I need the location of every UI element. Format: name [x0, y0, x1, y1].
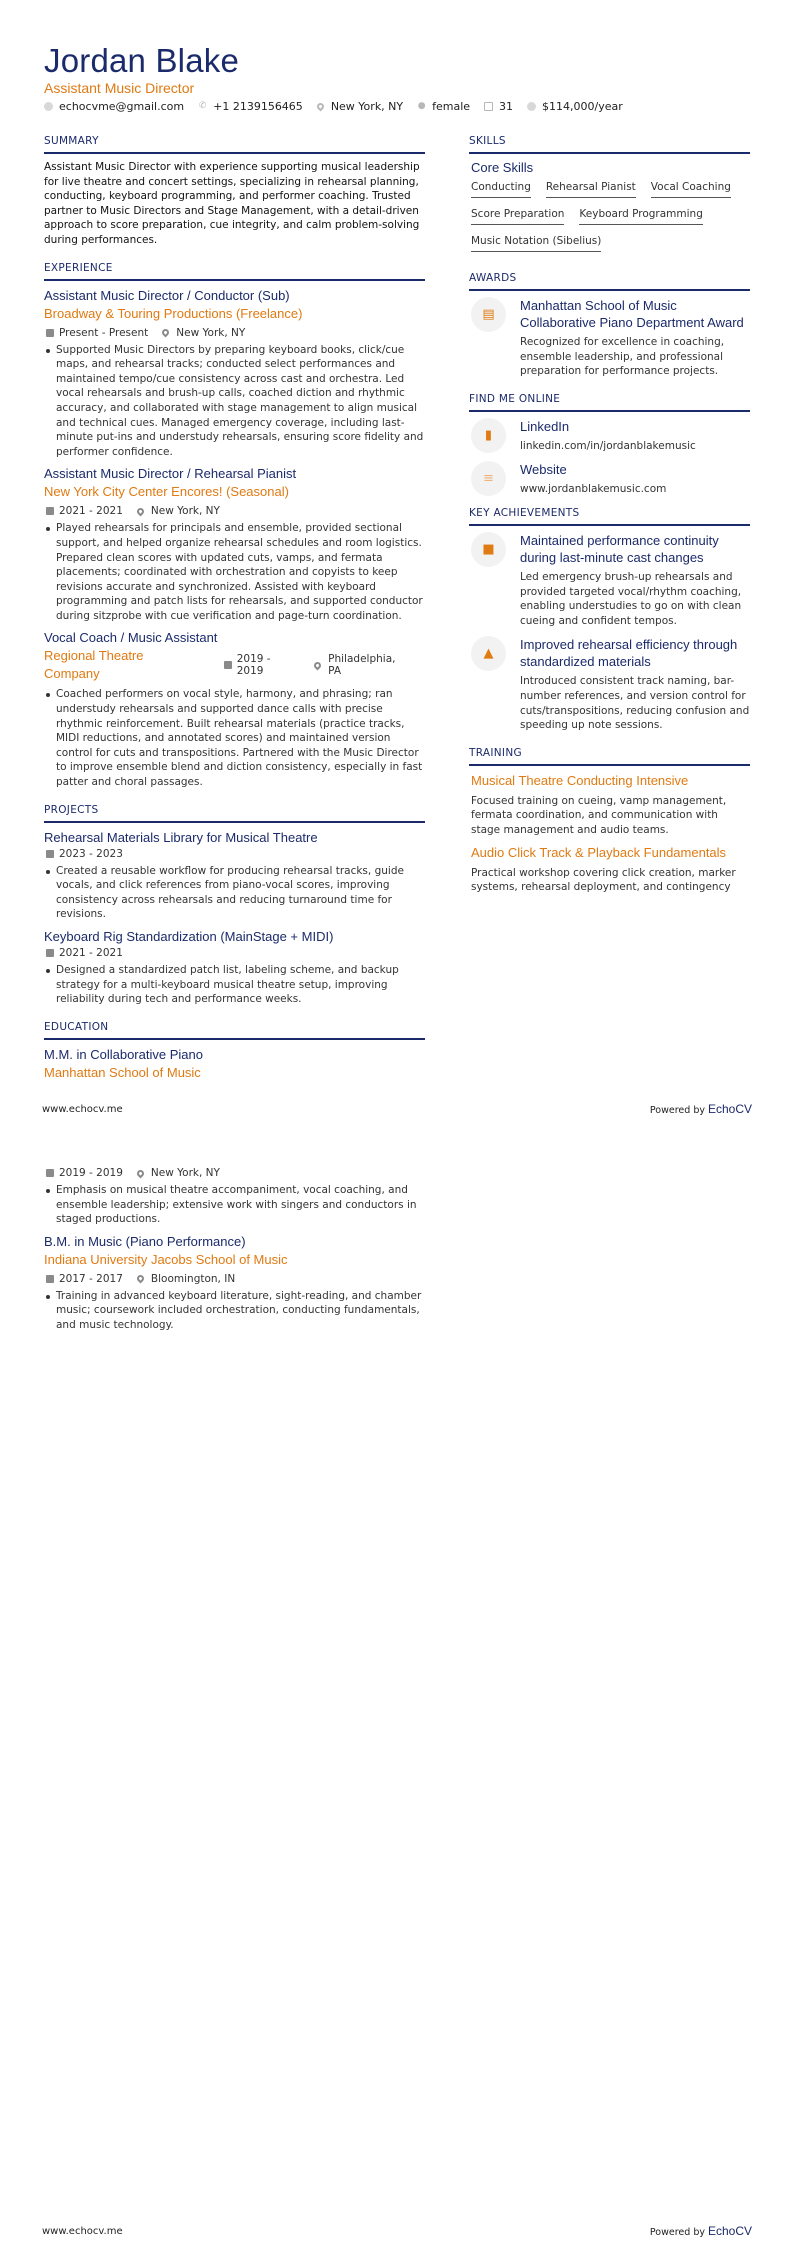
training-desc: Focused training on cueing, vamp management, fermata coordination, and communication with stage management and audio teams. — [471, 794, 727, 836]
left-column — [44, 135, 425, 1092]
calendar-icon — [46, 1275, 54, 1283]
skill-tag: Music Notation (Sibelius) — [471, 235, 601, 252]
achievements-heading: KEY ACHIEVEMENTS — [469, 507, 750, 526]
awards-heading: AWARDS — [469, 272, 750, 291]
footer-url[interactable]: www.echocv.me — [42, 1104, 123, 1115]
experience-title: Assistant Music Director / Conductor (Sub) — [44, 287, 290, 303]
online-item-linkedin[interactable] — [469, 418, 750, 454]
achievement-item — [469, 636, 750, 732]
experience-item — [44, 465, 425, 623]
training-section — [469, 747, 750, 895]
skills-list — [471, 181, 750, 262]
project-meta — [46, 848, 425, 860]
calendar-icon — [46, 850, 54, 858]
experience-company: Regional Theatre Company — [44, 648, 144, 682]
contact-phone[interactable] — [198, 100, 303, 113]
education-bullet: Training in advanced keyboard literature, sight-reading, and chamber music; coursework included orchestration, conducting fundamentals, and music technology. — [44, 1289, 425, 1333]
experience-location: New York, NY — [150, 505, 220, 518]
award-title: Manhattan School of Music Collaborative Piano Department Award — [520, 298, 744, 330]
calendar-icon — [484, 102, 493, 111]
education-location: Bloomington, IN — [150, 1272, 236, 1285]
experience-meta — [46, 505, 425, 517]
education-meta — [46, 1273, 425, 1285]
footer-url[interactable]: www.echocv.me — [42, 2226, 123, 2237]
project-title: Rehearsal Materials Library for Musical Theatre — [44, 829, 318, 845]
experience-item — [44, 629, 425, 789]
experience-dates: 2021 - 2021 — [59, 505, 123, 518]
website-icon: ≡ — [471, 461, 506, 496]
calendar-icon — [224, 661, 232, 669]
contact-age — [484, 100, 513, 113]
projects-heading: PROJECTS — [44, 804, 425, 823]
achievement-desc: Led emergency brush-up rehearsals and provided targeted vocal/rhythm coaching, enabling understudies to go on with clean cueing and confident tempos. — [520, 570, 742, 627]
experience-heading: EXPERIENCE — [44, 262, 425, 281]
experience-dates: Present - Present — [59, 326, 149, 339]
education-heading: EDUCATION — [44, 1021, 425, 1040]
skill-tag: Conducting — [471, 181, 531, 198]
contact-bar — [44, 100, 637, 113]
right-column — [469, 135, 750, 905]
contact-age-text: 31 — [499, 100, 514, 113]
achievement-title: Improved rehearsal efficiency through standardized materials — [520, 637, 738, 670]
location-pin-icon — [315, 102, 325, 112]
online-value[interactable]: www.jordanblakemusic.com — [520, 483, 667, 496]
experience-company: Broadway & Touring Productions (Freelance) — [44, 305, 303, 321]
education-section — [44, 1021, 425, 1082]
online-value[interactable]: linkedin.com/in/jordanblakemusic — [520, 439, 696, 452]
projects-section — [44, 804, 425, 1007]
education-meta — [46, 1167, 425, 1179]
education-bullet: Emphasis on musical theatre accompaniment, vocal coaching, and ensemble leadership; extensive work with singers and conductors in staged productions. — [44, 1183, 425, 1227]
footer-powered-text: Powered by — [649, 2227, 705, 2238]
calendar-icon — [46, 507, 54, 515]
resume-page-2 — [0, 1123, 794, 2246]
experience-title: Assistant Music Director / Rehearsal Pianist — [44, 466, 297, 482]
education-item — [44, 1233, 425, 1333]
summary-heading: SUMMARY — [44, 135, 425, 154]
project-bullet: Designed a standardized patch list, labeling scheme, and backup strategy for a multi-keyboard musical theatre setup, improving reliability during tech and performance weeks. — [44, 963, 425, 1007]
award-item — [469, 297, 750, 379]
experience-section — [44, 262, 425, 790]
experience-bullet: Played rehearsals for principals and ensemble, provided sectional support, and helped organize rehearsal schedules and room logistics. Prepared clean scores with updated cuts, vamps, and fermata placements; coordinated with orchestration and copyists to keep revisions accurate and synchronized. Assisted with keyboard programming and patch lists for rehearsals, and supported conductor during sitzprobe with cue verification and page-turn coordination. — [44, 521, 425, 623]
location-pin-icon — [135, 1168, 145, 1178]
online-section — [469, 393, 750, 497]
contact-phone-text: +1 2139156465 — [213, 100, 303, 113]
phone-icon: ✆ — [198, 101, 207, 111]
experience-location: Philadelphia, PA — [328, 653, 396, 678]
location-pin-icon — [135, 1274, 145, 1284]
education-school: Manhattan School of Music — [44, 1064, 201, 1080]
contact-gender — [417, 100, 470, 113]
education-dates: 2019 - 2019 — [59, 1167, 123, 1179]
footer-powered — [650, 1102, 752, 1116]
training-title: Audio Click Track & Playback Fundamentals — [471, 844, 727, 860]
project-bullet: Created a reusable workflow for producing rehearsal tracks, guide vocals, and click references from piano-vocal scores, improving consistency across rehearsals and reducing turnaround time for revisions. — [44, 864, 425, 922]
location-pin-icon — [135, 506, 145, 516]
contact-salary-text: $114,000/year — [542, 100, 623, 113]
education-school: Indiana University Jacobs School of Music — [44, 1251, 288, 1267]
education-dates: 2017 - 2017 — [59, 1272, 123, 1285]
calendar-icon — [46, 949, 54, 957]
left-column — [44, 1163, 425, 1333]
footer-powered-text: Powered by — [649, 1105, 705, 1116]
speech-bubble-icon: ■ — [471, 532, 506, 567]
achievements-section — [469, 507, 750, 733]
summary-section — [44, 135, 425, 248]
email-icon — [44, 102, 53, 111]
project-meta — [46, 947, 425, 959]
experience-bullet: Supported Music Directors by preparing keyboard books, click/cue maps, and rehearsal tracks; conducted select performances and maintained tempo/cue consistency across cast and orchestra. Led vocal rehearsals and brush-up calls, coached diction and rhythmic accuracy, and collaborated with stage management to align musical and technical cues. Managed emergency coverage, including last-minute put-ins and understudy rehearsals, ensuring score fidelity and performer confidence. — [44, 343, 425, 460]
location-pin-icon — [313, 661, 323, 671]
contact-gender-text: female — [432, 100, 471, 113]
training-heading: TRAINING — [469, 747, 750, 766]
linkedin-icon: ▮ — [471, 418, 506, 453]
achievement-desc: Introduced consistent track naming, bar-number references, and version control for cuts/transpositions, reducing confusion and speeding up note sessions. — [520, 675, 750, 732]
education-degree: M.M. in Collaborative Piano — [44, 1046, 203, 1062]
education-location: New York, NY — [150, 1167, 220, 1179]
experience-meta — [224, 653, 425, 677]
skills-heading: SKILLS — [469, 135, 750, 154]
money-icon — [527, 102, 536, 111]
footer-powered — [650, 2224, 752, 2238]
flask-icon: ▲ — [471, 636, 506, 671]
experience-sub-row — [44, 647, 425, 683]
summary-text: Assistant Music Director with experience supporting musical leadership for live theatre and concert settings, specializing in rehearsal planning, conducting, keyboard programming, and performer coaching. Trusted partner to Music Directors and Stage Management, with a detail-driven approach to score preparation, cue integrity, and calm problem-solving during performances. — [44, 161, 420, 246]
online-heading: FIND ME ONLINE — [469, 393, 750, 412]
skill-tag: Rehearsal Pianist — [546, 181, 636, 198]
skill-tag: Vocal Coaching — [651, 181, 731, 198]
skills-section — [469, 135, 750, 262]
experience-dates: 2019 - 2019 — [236, 653, 271, 678]
footer-brand[interactable]: EchoCV — [707, 1102, 752, 1116]
education-item — [44, 1167, 425, 1227]
training-title: Musical Theatre Conducting Intensive — [471, 772, 689, 788]
online-label: Website — [520, 462, 567, 478]
experience-location: New York, NY — [176, 326, 246, 339]
project-dates: 2023 - 2023 — [59, 847, 123, 860]
experience-company: New York City Center Encores! (Seasonal) — [44, 484, 289, 500]
experience-meta — [46, 327, 425, 339]
experience-item — [44, 287, 425, 460]
person-icon: ● — [417, 101, 426, 111]
achievement-item — [469, 532, 750, 628]
contact-email-text: echocvme@gmail.com — [59, 100, 185, 113]
calendar-icon — [46, 1169, 54, 1177]
experience-title: Vocal Coach / Music Assistant — [44, 630, 218, 646]
candidate-name: Jordan Blake — [44, 42, 240, 79]
project-item — [44, 829, 425, 922]
footer-brand[interactable]: EchoCV — [707, 2224, 752, 2238]
skills-group-title: Core Skills — [471, 160, 534, 175]
trophy-icon: ▤ — [471, 297, 506, 332]
contact-salary — [527, 100, 623, 113]
education-degree: B.M. in Music (Piano Performance) — [44, 1233, 246, 1249]
awards-section — [469, 272, 750, 379]
location-pin-icon — [161, 328, 171, 338]
contact-email[interactable] — [44, 100, 184, 113]
experience-bullet: Coached performers on vocal style, harmony, and phrasing; ran understudy rehearsals and supported dance calls with precise rhythmic reinforcement. Built rehearsal materials (practice tracks, MIDI reductions, and annotated scores) and maintained version control for cuts and transpositions. Partnered with the Music Director to improve ensemble blend and diction consistency, especially in fast patter and choral passages. — [44, 687, 425, 789]
skill-tag: Score Preparation — [471, 208, 564, 225]
online-label: LinkedIn — [520, 418, 570, 434]
candidate-title: Assistant Music Director — [44, 80, 195, 96]
project-item — [44, 928, 425, 1007]
online-item-website[interactable] — [469, 461, 750, 497]
contact-location-text: New York, NY — [330, 100, 404, 113]
contact-location — [317, 100, 403, 113]
project-title: Keyboard Rig Standardization (MainStage + MIDI) — [44, 929, 334, 944]
award-desc: Recognized for excellence in coaching, ensemble leadership, and professional preparation for performance projects. — [520, 336, 725, 378]
training-desc: Practical workshop covering click creation, marker systems, rehearsal deployment, and contingency — [471, 866, 736, 894]
skill-tag: Keyboard Programming — [579, 208, 702, 225]
project-dates: 2021 - 2021 — [59, 947, 123, 959]
calendar-icon — [46, 329, 54, 337]
achievement-title: Maintained performance continuity during last-minute cast changes — [520, 532, 719, 565]
